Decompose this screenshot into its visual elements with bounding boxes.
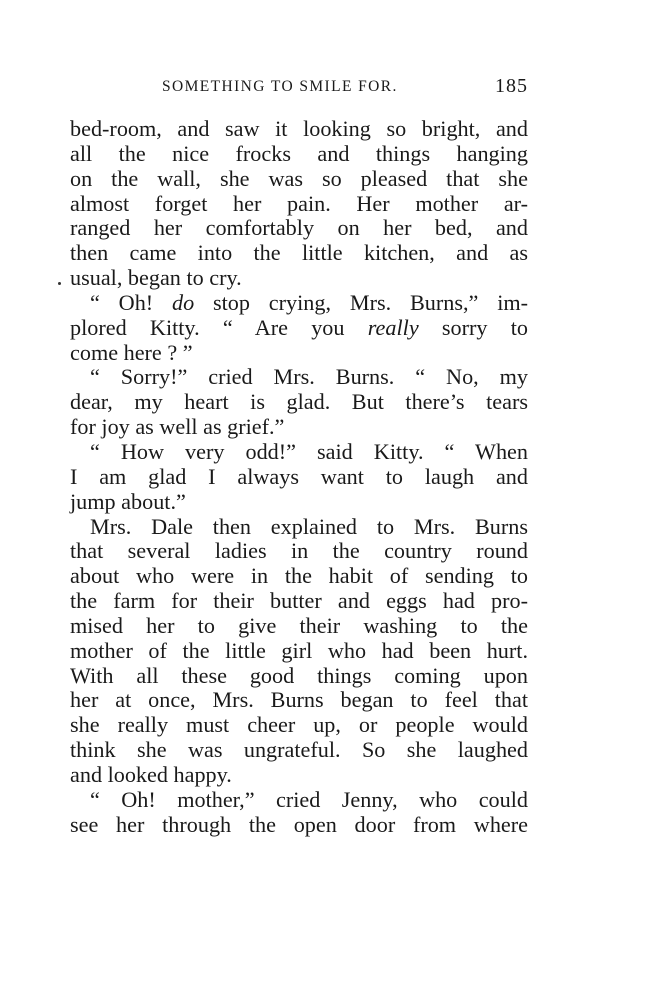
text-line: about who were in the habit of sending to — [70, 563, 528, 589]
page-number: 185 — [495, 75, 528, 97]
text-line: mother of the little girl who had been hurt. — [70, 637, 528, 663]
running-title: SOMETHING TO SMILE FOR. — [162, 78, 398, 95]
text-line: jump about.” — [70, 488, 186, 514]
text-line: “ Oh! mother,” cried Jenny, who could — [90, 786, 528, 812]
text-line: dear, my heart is glad. But there’s tears — [70, 389, 528, 415]
text-line: the farm for their butter and eggs had pro- — [70, 588, 528, 614]
text-line: plored Kitty. “ Are you really sorry to — [70, 314, 528, 340]
text-line: for joy as well as grief.” — [70, 414, 285, 440]
text-line: “ Sorry!” cried Mrs. Burns. “ No, my — [90, 364, 528, 390]
body-text — [70, 117, 528, 837]
text-line: see her through the open door from where — [70, 811, 528, 837]
text-line: usual, began to cry. — [70, 265, 242, 291]
text-line: her at once, Mrs. Burns began to feel that — [70, 687, 528, 713]
text-line: mised her to give their washing to the — [70, 612, 528, 638]
running-header — [70, 75, 528, 102]
text-line: Mrs. Dale then explained to Mrs. Burns — [90, 513, 528, 539]
text-line: think she was ungrateful. So she laughed — [70, 737, 528, 763]
text-line: then came into the little kitchen, and as — [70, 240, 528, 266]
text-line: With all these good things coming upon — [70, 662, 528, 688]
text-line: “ How very odd!” said Kitty. “ When — [90, 438, 528, 464]
emphasis: really — [367, 314, 419, 340]
text-line: on the wall, she was so pleased that she — [70, 165, 528, 191]
text-line: that several ladies in the country round — [70, 538, 528, 564]
text-line: almost forget her pain. Her mother ar- — [70, 190, 528, 216]
emphasis: do — [172, 289, 195, 315]
text-line: come here ? ” — [70, 339, 193, 365]
text-line: I am glad I always want to laugh and — [70, 463, 528, 489]
text-line: ranged her comfortably on her bed, and — [70, 215, 528, 241]
text-line: and looked happy. — [70, 761, 232, 787]
text-line: “ Oh! do stop crying, Mrs. Burns,” im- — [90, 289, 529, 315]
margin-speck — [58, 282, 61, 285]
text-line: bed-room, and saw it looking so bright, and — [70, 116, 528, 141]
text-line: she really must cheer up, or people would — [70, 712, 528, 738]
text-line: all the nice frocks and things hanging — [70, 140, 528, 166]
